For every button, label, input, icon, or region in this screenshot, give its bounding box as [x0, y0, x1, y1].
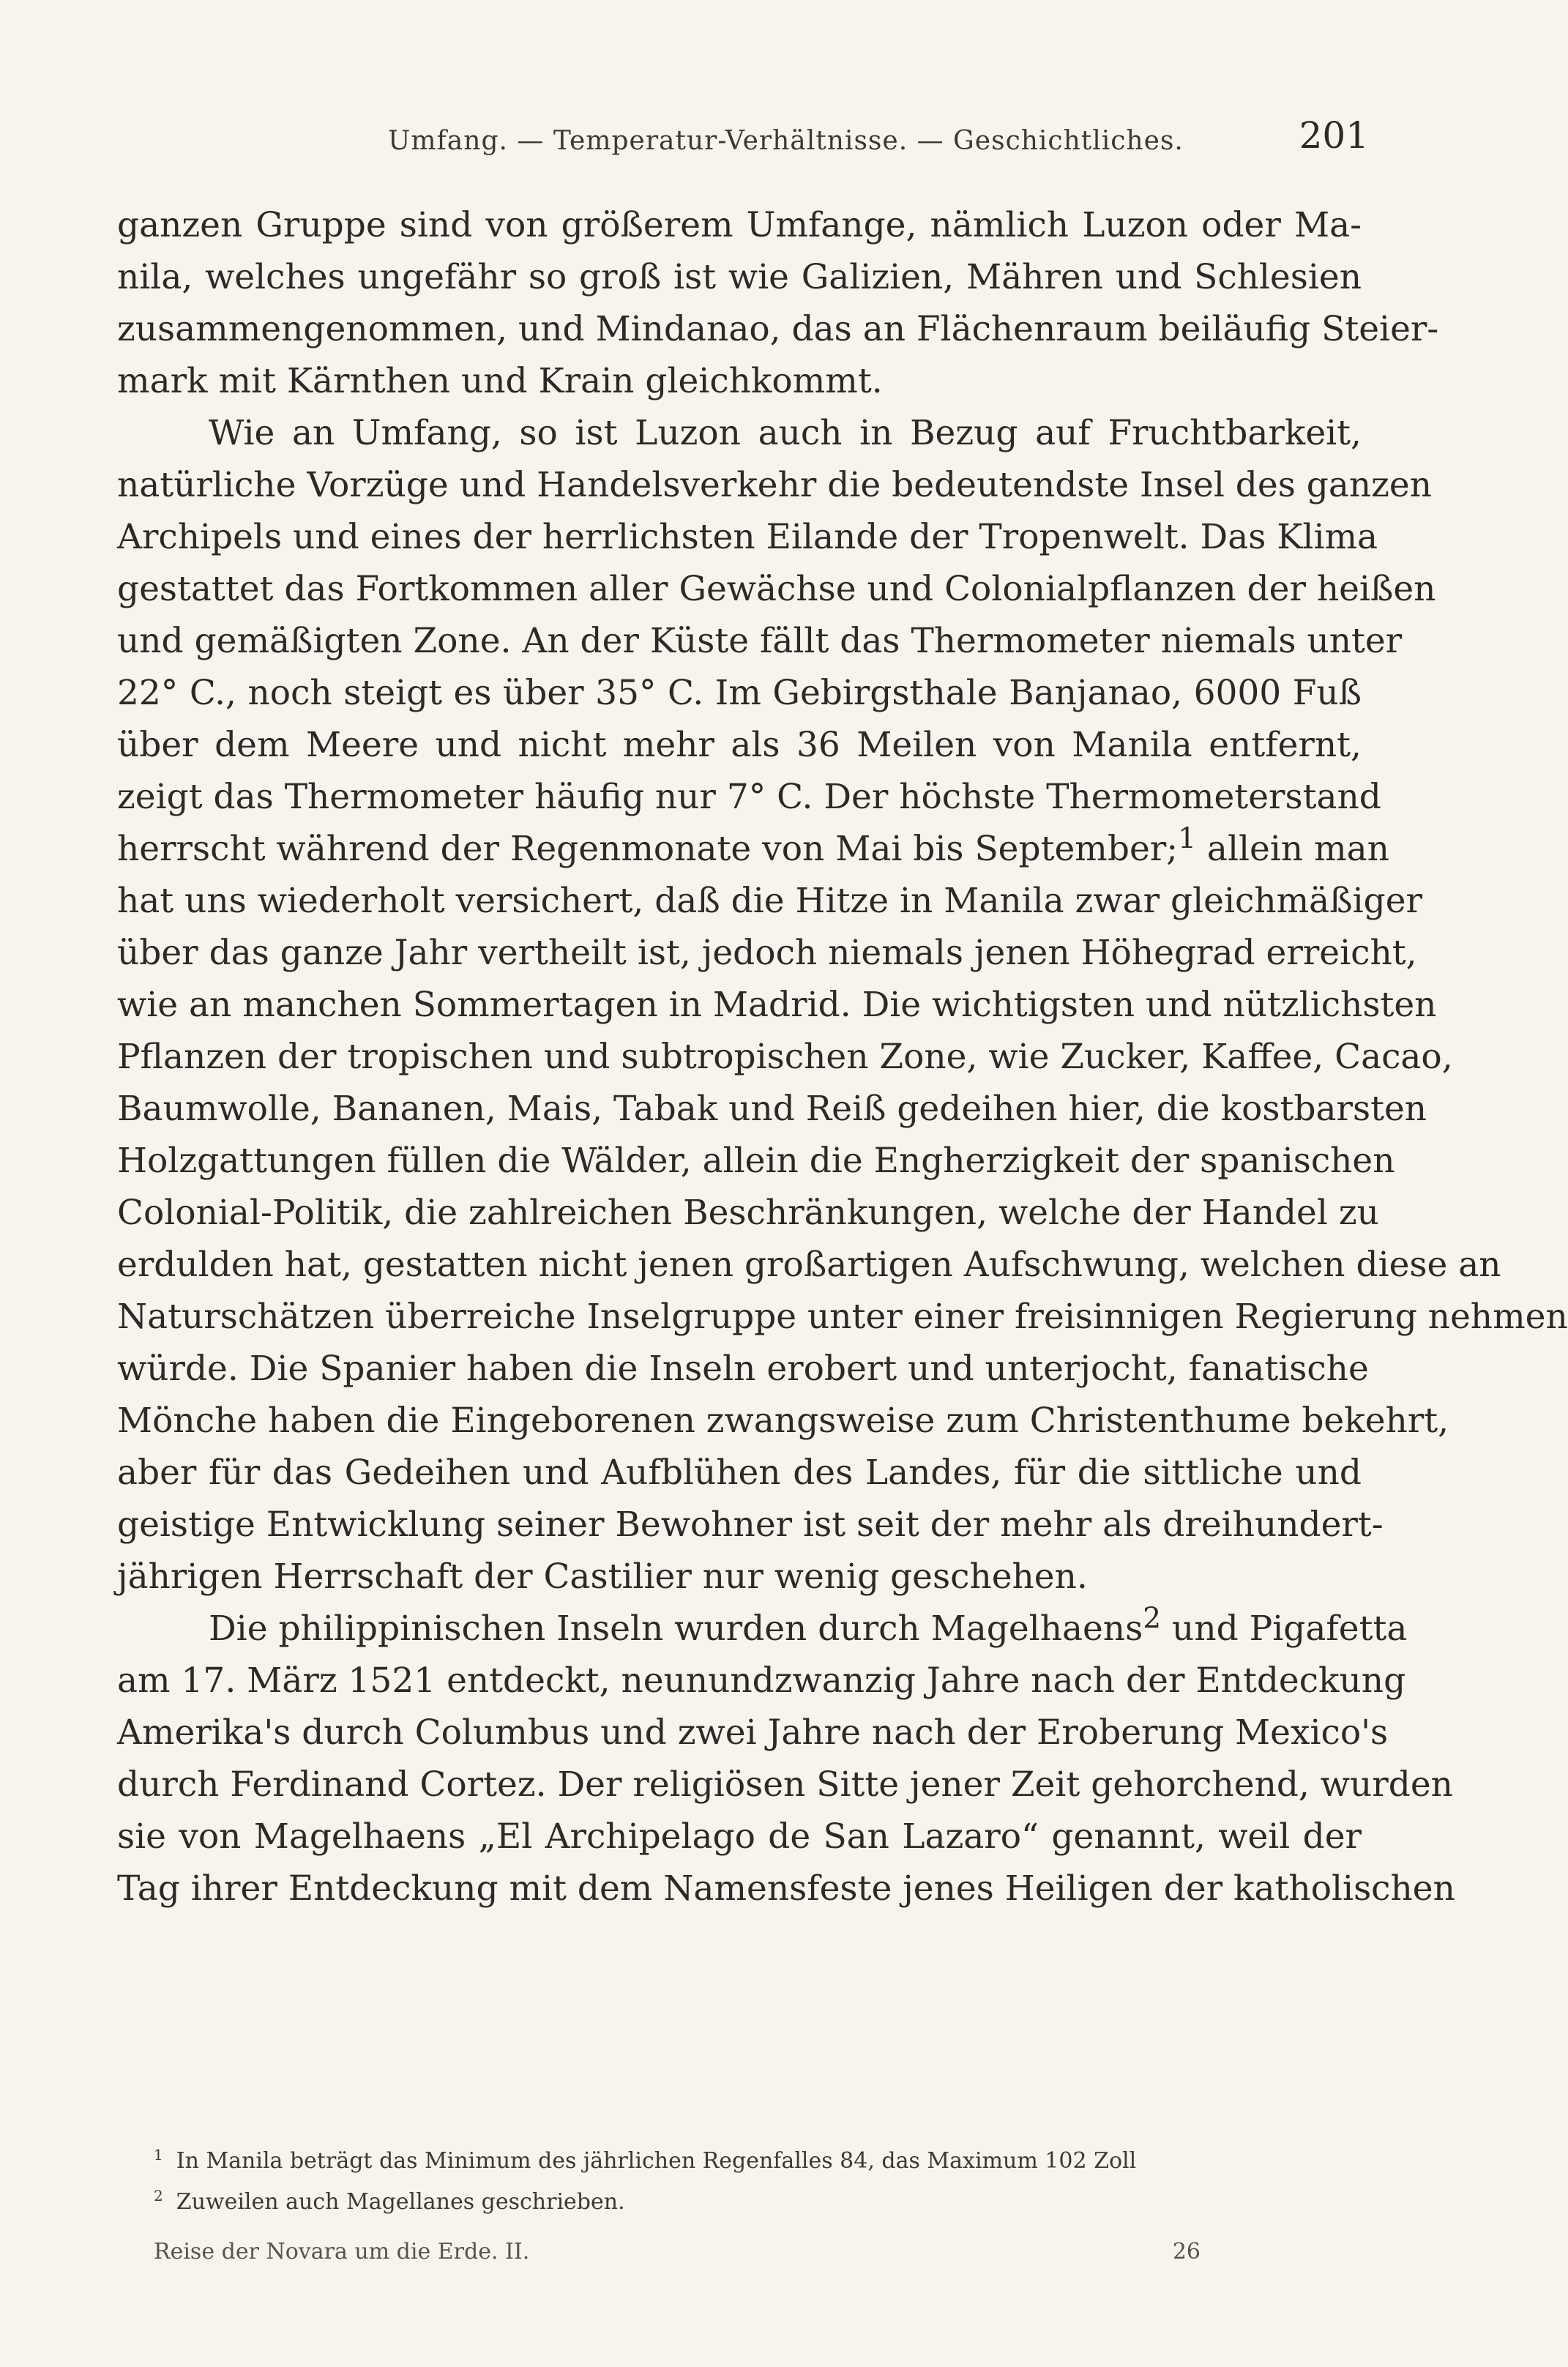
- text-line: jährigen Herrschaft der Castilier nur wenig geschehen.: [117, 1557, 1088, 1597]
- text-line: hat uns wiederholt versichert, daß die Hitze in Manila zwar gleichmäßiger: [117, 881, 1422, 921]
- footnote-ref-2: 2: [1143, 1602, 1162, 1636]
- text-line: nila, welches ungefähr so groß ist wie Galizien, Mähren und Schlesien: [117, 257, 1362, 297]
- text-line: Archipels und eines der herrlichsten Eilande der Tropenwelt. Das Klima: [117, 517, 1378, 557]
- text-line: am 17. März 1521 entdeckt, neunundzwanzig Jahre nach der Entdeckung: [117, 1660, 1406, 1701]
- text-line: Naturschätzen überreiche Inselgruppe unter einer freisinnigen Regierung nehmen: [117, 1297, 1568, 1337]
- text-line: und gemäßigten Zone. An der Küste fällt das Thermometer niemals unter: [117, 621, 1403, 661]
- footnotes: [154, 2141, 1274, 2223]
- text-line: über dem Meere und nicht mehr als 36 Meilen von Manila entfernt,: [117, 725, 1362, 765]
- page-number: 201: [1299, 114, 1369, 157]
- footnote-2: [154, 2182, 1274, 2223]
- text-line: aber für das Gedeihen und Aufblühen des Landes, für die sittliche und: [117, 1453, 1362, 1493]
- text-line: durch Ferdinand Cortez. Der religiösen Sitte jener Zeit gehorchend, wurden: [117, 1764, 1453, 1805]
- footnote-text: In Manila beträgt das Minimum des jährlichen Regenfalles 84, das Maximum 102 Zoll: [176, 2148, 1137, 2174]
- text-line: geistige Entwicklung seiner Bewohner ist seit der mehr als dreihundert-: [117, 1505, 1384, 1545]
- text-line: über das ganze Jahr vertheilt ist, jedoch niemals jenen Höhegrad erreicht,: [117, 933, 1417, 973]
- text-line: Tag ihrer Entdeckung mit dem Namensfeste jenes Heiligen der katholischen: [117, 1868, 1455, 1909]
- running-title: Umfang. — Temperatur-Verhältnisse. — Geschichtliches.: [388, 126, 1184, 156]
- text-line: Mönche haben die Eingeborenen zwangsweise zum Christenthume bekehrt,: [117, 1401, 1449, 1441]
- text-line: Pflanzen der tropischen und subtropischen Zone, wie Zucker, Kaffee, Cacao,: [117, 1037, 1453, 1077]
- text-line: Holzgattungen füllen die Wälder, allein die Engherzigkeit der spanischen: [117, 1141, 1395, 1181]
- sheet-number: 26: [1172, 2239, 1201, 2265]
- text-line: sie von Magelhaens „El Archipelago de San Lazaro“ genannt, weil der: [117, 1816, 1362, 1857]
- text-line: Baumwolle, Bananen, Mais, Tabak und Reiß gedeihen hier, die kostbarsten: [117, 1089, 1427, 1129]
- footnote-1: [154, 2141, 1274, 2182]
- text-line: Die philippinischen Inseln wurden durch Magelhaens$^2$ und Pigafetta: [209, 1602, 1408, 1649]
- printer-signature: Reise der Novara um die Erde. II.: [154, 2239, 530, 2265]
- footnote-mark: 1: [154, 2146, 163, 2163]
- text-line: mark mit Kärnthen und Krain gleichkommt.: [117, 361, 883, 401]
- text-line: ganzen Gruppe sind von größerem Umfange, nämlich Luzon oder Ma-: [117, 205, 1362, 245]
- text-line: Wie an Umfang, so ist Luzon auch in Bezug auf Fruchtbarkeit,: [209, 413, 1362, 453]
- running-header: [117, 110, 1369, 168]
- text-line: 22° C., noch steigt es über 35° C. Im Gebirgsthale Banjanao, 6000 Fuß: [117, 673, 1362, 713]
- page-footer: [154, 2239, 1201, 2283]
- footnote-mark: 2: [154, 2187, 163, 2204]
- text-line: würde. Die Spanier haben die Inseln erobert und unterjocht, fanatische: [117, 1349, 1369, 1389]
- text-line: zeigt das Thermometer häufig nur 7° C. Der höchste Thermometerstand: [117, 777, 1381, 817]
- footnote-ref-1: 1: [1178, 822, 1196, 856]
- footnote-text: Zuweilen auch Magellanes geschrieben.: [176, 2189, 625, 2215]
- text-line: Amerika's durch Columbus und zwei Jahre nach der Eroberung Mexico's: [117, 1712, 1389, 1753]
- body-text: [117, 199, 1568, 1915]
- text-line: gestattet das Fortkommen aller Gewächse und Colonialpflanzen der heißen: [117, 569, 1436, 609]
- text-line: wie an manchen Sommertagen in Madrid. Die wichtigsten und nützlichsten: [117, 985, 1437, 1025]
- text-line: erdulden hat, gestatten nicht jenen großartigen Aufschwung, welchen diese an: [117, 1245, 1501, 1285]
- text-line: natürliche Vorzüge und Handelsverkehr die bedeutendste Insel des ganzen: [117, 465, 1432, 505]
- text-line: Colonial-Politik, die zahlreichen Beschränkungen, welche der Handel zu: [117, 1193, 1379, 1233]
- text-line: herrscht während der Regenmonate von Mai bis September;$^1$ allein man: [117, 822, 1389, 869]
- text-line: zusammengenommen, und Mindanao, das an Flächenraum beiläufig Steier-: [117, 309, 1439, 349]
